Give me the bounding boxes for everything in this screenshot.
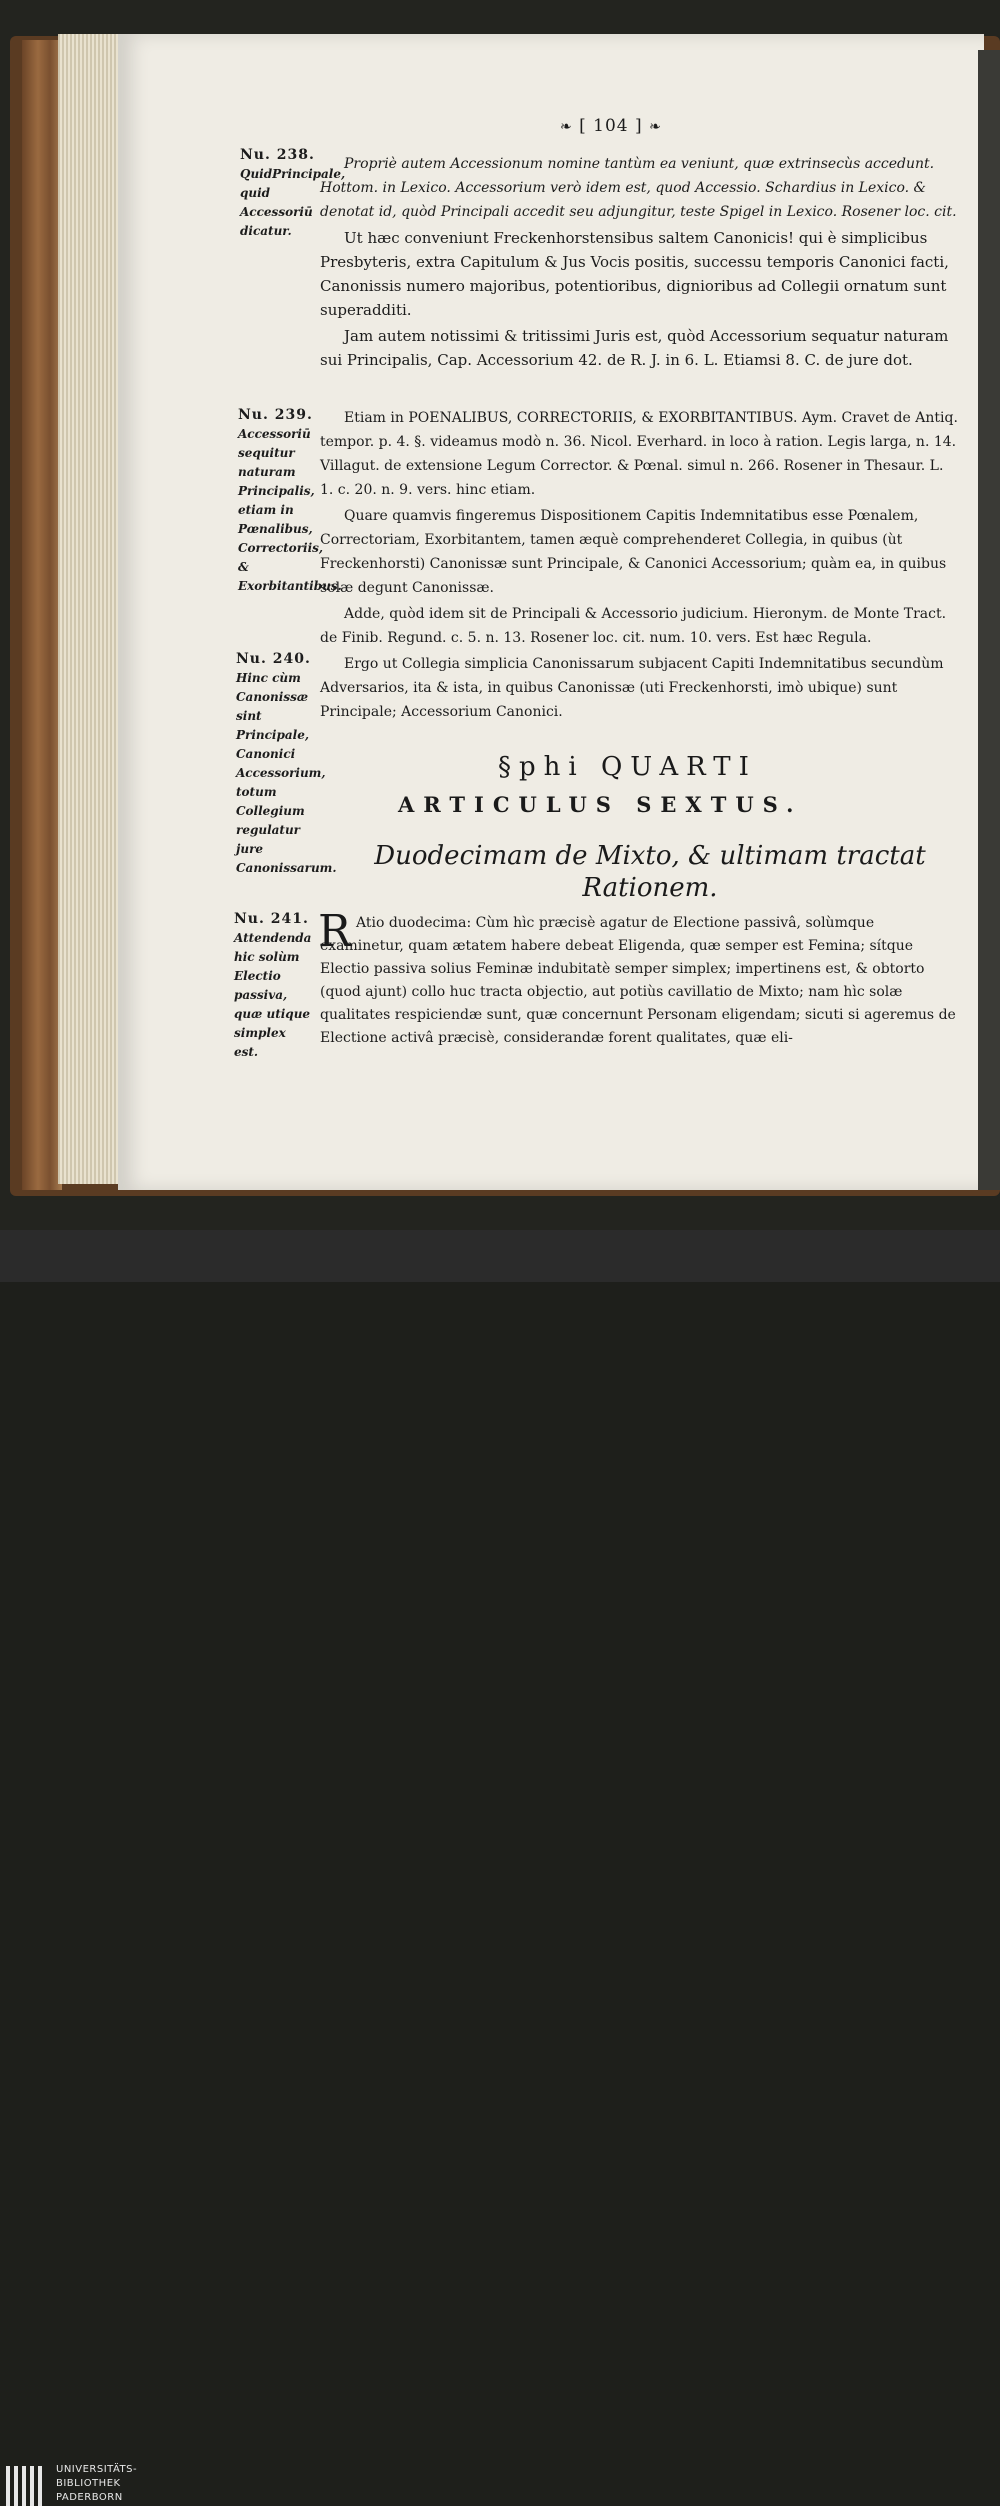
page-header xyxy=(560,116,662,136)
section-heading-articulus: ARTICULUS SEXTUS. xyxy=(398,792,803,817)
body-block-1 xyxy=(320,152,960,372)
library-name-line: UNIVERSITÄTS- xyxy=(56,2464,138,2475)
ornament-right: ❧ xyxy=(649,119,662,135)
margin-number: Nu. 241. xyxy=(234,911,309,927)
section-heading-sphi: §phi QUARTI xyxy=(498,752,757,782)
paragraph: Ergo ut Collegia simplicia Canonissarum subjacent Capiti Indemnitatibus secundùm Adversarios, ita & ista, in quibus Canonissæ (uti Freckenhorsti, imò ubique) sunt Principale; Accessorium Canonici. xyxy=(320,656,944,720)
page-number: [ 104 ] xyxy=(579,116,643,136)
paragraph: Etiam in POENALIBUS, CORRECTORIIS, & EXORBITANTIBUS. Aym. Cravet de Antiq. tempor. p. 4. §. videamus modò n. 36. Nicol. Everhard. in loco à ration. Legis larga, n. 14. Villagut. de extensione Legum Corrector. & Pœnal. simul n. 266. Rosener in Thesaur. L. 1. c. 20. n. 9. vers. hinc etiam. xyxy=(320,410,958,498)
margin-text: Accessoriū sequitur naturam Principalis, etiam in Pœnalibus, Correctoriis, & Exorbitantibus. xyxy=(238,427,342,593)
margin-text: Hinc cùm Canonissæ sint Principale, Canonici Accessorium, totum Collegium regulatur jure Canonissarum. xyxy=(236,671,337,875)
body-block-2 xyxy=(320,406,960,724)
margin-note-240 xyxy=(236,650,337,878)
paragraph: Atio duodecima: Cùm hìc præcisè agatur de Electione passivâ, solùmque examinetur, quam ætatem habere debeat Eligenda, quæ semper est Femina; sítque Electio passiva solius Feminæ indubitatè semper simplex; impertinens est, & obtorto (quod ajunt) collo huc tracta objectio, aut potiùs cavillatio de Mixto; nam hìc solæ qualitates respiciendæ sunt, quæ concernunt Personam eligendam; sicuti si ageremus de Electione activâ præcisè, considerandæ forent qualitates, quæ eli- xyxy=(320,915,956,1046)
page-shadow xyxy=(978,50,1000,1190)
paragraph: Ut hæc conveniunt Freckenhorstensibus saltem Canonicis! qui è simplicibus Presbyteris, extra Capitulum & Jus Vocis positis, successu temporis Canonici facti, Canonissis numero majoribus, potentioribus, dignioribus ad Collegii ornatum sunt superadditi. xyxy=(320,229,949,319)
section-title: Duodecimam de Mixto, & ultimam tractat Rationem. xyxy=(374,841,926,903)
scanned-book-spread xyxy=(0,0,1000,1230)
library-footer xyxy=(0,1230,1000,2503)
margin-text: Attendenda hic solùm Electio passiva, quæ utique simplex est. xyxy=(234,931,312,1059)
paragraph: Quare quamvis fingeremus Dispositionem Capitis Indemnitatibus esse Pœnalem, Correctoriam, Exorbitantem, tamen æquè comprehenderet Collegia, in quibus (ùt Freckenhorsti) Canonissæ sunt Principale, & Canonici Accessorium; quàm ea, in quibus solæ degunt Canonissæ. xyxy=(320,508,947,596)
paragraph: Jam autem notissimi & tritissimi Juris est, quòd Accessorium sequatur naturam sui Principalis, Cap. Accessorium 42. de R. J. in 6. L. Etiamsi 8. C. de jure dot. xyxy=(320,327,949,369)
library-name-line: PADERBORN xyxy=(56,2492,123,2503)
library-logo-icon xyxy=(6,2466,50,2506)
paragraph: Adde, quòd idem sit de Principali & Accessorio judicium. Hieronym. de Monte Tract. de Finib. Regund. c. 5. n. 13. Rosener loc. cit. num. 10. vers. Est hæc Regula. xyxy=(320,606,947,646)
drop-cap: R xyxy=(318,906,352,957)
margin-note-239 xyxy=(238,406,342,596)
margin-note-241 xyxy=(234,910,314,1062)
paragraph: Propriè autem Accessionum nomine tantùm ea veniunt, quæ extrinsecùs accedunt. Hottom. in Lexico. Accessorium verò idem est, quod Accessio. Schardius in Lexico. & denotat id, quòd Principali accedit seu adjungitur, teste Spigel in Lexico. Rosener loc. cit. xyxy=(320,156,957,220)
library-name-line: BIBLIOTHEK xyxy=(56,2478,121,2489)
margin-number: Nu. 240. xyxy=(236,651,311,667)
ornament-left: ❧ xyxy=(560,119,573,135)
body-block-3 xyxy=(318,906,960,1050)
margin-number: Nu. 239. xyxy=(238,407,313,423)
marbled-cover-edge xyxy=(22,40,62,1190)
margin-text: QuidPrincipale, quid Accessoriū dicatur. xyxy=(240,167,346,238)
margin-note-238 xyxy=(240,146,346,241)
margin-number: Nu. 238. xyxy=(240,147,315,163)
